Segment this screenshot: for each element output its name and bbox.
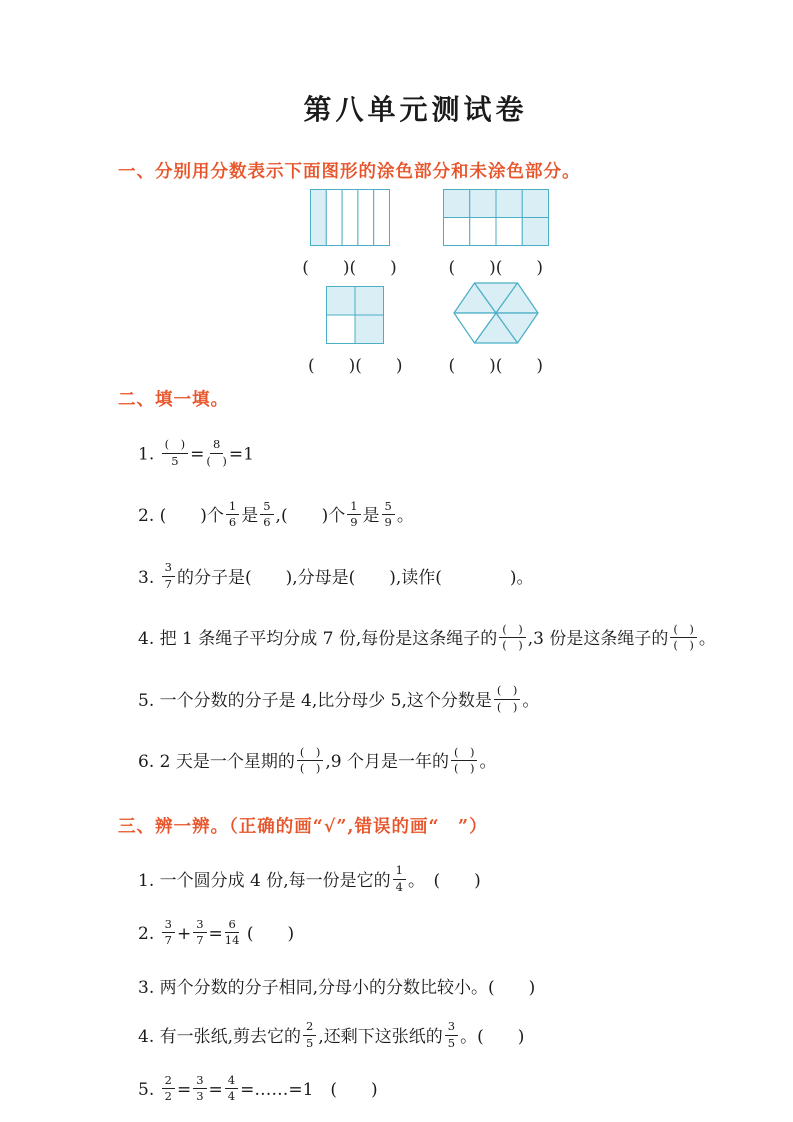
question-text: = bbox=[208, 924, 223, 944]
question-text: 1. bbox=[138, 444, 160, 465]
shape-rectangle-5-strips bbox=[302, 189, 397, 278]
question-item bbox=[138, 560, 733, 593]
section-2-items bbox=[118, 437, 733, 777]
shape-svg-host bbox=[453, 282, 539, 344]
question-text: 4. 把 1 条绳子平均分成 7 份,每份是这条绳子的 bbox=[138, 629, 498, 649]
question-text: 3. bbox=[138, 567, 160, 588]
question-text: ,9 个月是一年的 bbox=[325, 752, 449, 772]
question-item bbox=[138, 1072, 733, 1105]
fraction: $\frac{6}{14}$ bbox=[224, 916, 240, 947]
question-item bbox=[138, 744, 733, 777]
question-item bbox=[138, 863, 733, 896]
question-text: 的分子是( ),分母是( ),读作( )。 bbox=[176, 567, 534, 588]
question-text: ,( )个 bbox=[275, 506, 346, 526]
question-item bbox=[138, 683, 733, 716]
question-text: = bbox=[208, 1080, 223, 1100]
fraction: $\frac{3}{7}$ bbox=[162, 562, 175, 590]
answer-parens: ( )( ) bbox=[307, 356, 403, 376]
fraction: $\frac{1}{9}$ bbox=[347, 501, 360, 529]
question-text: + bbox=[176, 924, 192, 944]
question-text: 2. ( )个 bbox=[138, 506, 224, 526]
shape-svg-host bbox=[310, 189, 390, 246]
fraction: $\frac{3}{7}$ bbox=[162, 919, 175, 947]
fraction: $\frac{5}{6}$ bbox=[260, 501, 273, 529]
question-text: 。( ) bbox=[460, 1026, 525, 1047]
answer-parens: ( )( ) bbox=[302, 258, 397, 278]
question-text: ,3 份是这条绳子的 bbox=[527, 629, 669, 649]
shape-svg-host bbox=[443, 189, 549, 246]
fraction: $\frac{3}{5}$ bbox=[445, 1021, 458, 1049]
question-text: 。 bbox=[396, 506, 414, 526]
shape-square-2x2 bbox=[308, 286, 403, 376]
question-item bbox=[138, 916, 733, 949]
question-item bbox=[138, 1019, 733, 1052]
question-text: 。 ( ) bbox=[407, 870, 481, 891]
fraction: $\frac{1}{4}$ bbox=[393, 865, 406, 893]
shape-row-1 bbox=[226, 189, 626, 278]
section-2-header: 二、填一填。 bbox=[118, 390, 229, 410]
question-item bbox=[138, 973, 733, 998]
question-text: 是 bbox=[241, 506, 259, 526]
answer-parens: ( )( ) bbox=[448, 356, 544, 376]
question-item bbox=[138, 621, 733, 654]
fraction: $\frac{4}{4}$ bbox=[225, 1075, 238, 1103]
question-item bbox=[138, 437, 733, 469]
question-text: 5. 一个分数的分子是 4,比分母少 5,这个分数是 bbox=[138, 690, 492, 711]
fraction: $\frac{( )}{5}$ bbox=[162, 439, 188, 467]
shape-grid-2x4 bbox=[443, 189, 549, 278]
fraction: $\frac{( )}{( )}$ bbox=[670, 624, 696, 652]
question-item bbox=[138, 498, 733, 531]
fraction: $\frac{2}{5}$ bbox=[303, 1021, 316, 1049]
section-1-header: 一、分别用分数表示下面图形的涂色部分和未涂色部分。 bbox=[118, 162, 581, 182]
fraction: $\frac{( )}{( )}$ bbox=[494, 685, 520, 713]
section-3-items bbox=[118, 863, 733, 1105]
question-text: 。 bbox=[522, 690, 540, 711]
fraction: $\frac{2}{2}$ bbox=[162, 1075, 175, 1103]
fraction: $\frac{8}{( )}$ bbox=[206, 437, 227, 468]
fraction: $\frac{3}{7}$ bbox=[193, 919, 206, 947]
question-text: ( ) bbox=[241, 924, 295, 944]
page-title: 第八单元测试卷 bbox=[303, 93, 528, 126]
fraction: $\frac{3}{3}$ bbox=[193, 1075, 206, 1103]
shape-svg-host bbox=[326, 286, 384, 344]
fraction: $\frac{5}{9}$ bbox=[382, 501, 395, 529]
question-text: = bbox=[176, 1080, 192, 1100]
question-text: ,还剩下这张纸的 bbox=[318, 1026, 443, 1047]
question-text: 2. bbox=[138, 924, 160, 944]
answer-parens: ( )( ) bbox=[448, 258, 544, 278]
fraction: $\frac{( )}{( )}$ bbox=[297, 747, 323, 775]
question-text: =……=1 ( ) bbox=[240, 1080, 378, 1100]
fraction: $\frac{1}{6}$ bbox=[226, 501, 239, 529]
question-text: 。 bbox=[698, 629, 716, 649]
fraction-shapes-area bbox=[226, 189, 626, 376]
question-text: 。 bbox=[479, 752, 497, 772]
shape-row-2 bbox=[226, 282, 626, 376]
shape-hexagon bbox=[449, 282, 544, 376]
question-text: 3. 两个分数的分子相同,分母小的分数比较小。( ) bbox=[138, 977, 536, 998]
question-text: 4. 有一张纸,剪去它的 bbox=[138, 1026, 302, 1047]
fraction: $\frac{( )}{( )}$ bbox=[451, 747, 477, 775]
fraction: $\frac{( )}{( )}$ bbox=[499, 624, 525, 652]
question-text: = bbox=[190, 444, 205, 465]
question-text: 6. 2 天是一个星期的 bbox=[138, 752, 295, 772]
question-text: 是 bbox=[362, 506, 380, 526]
section-3-header: 三、辨一辨。（正确的画“√”,错误的画“ ”） bbox=[118, 816, 488, 837]
question-text: 1. 一个圆分成 4 份,每一份是它的 bbox=[138, 870, 391, 891]
question-text: =1 bbox=[228, 444, 254, 465]
question-text: 5. bbox=[138, 1080, 160, 1100]
